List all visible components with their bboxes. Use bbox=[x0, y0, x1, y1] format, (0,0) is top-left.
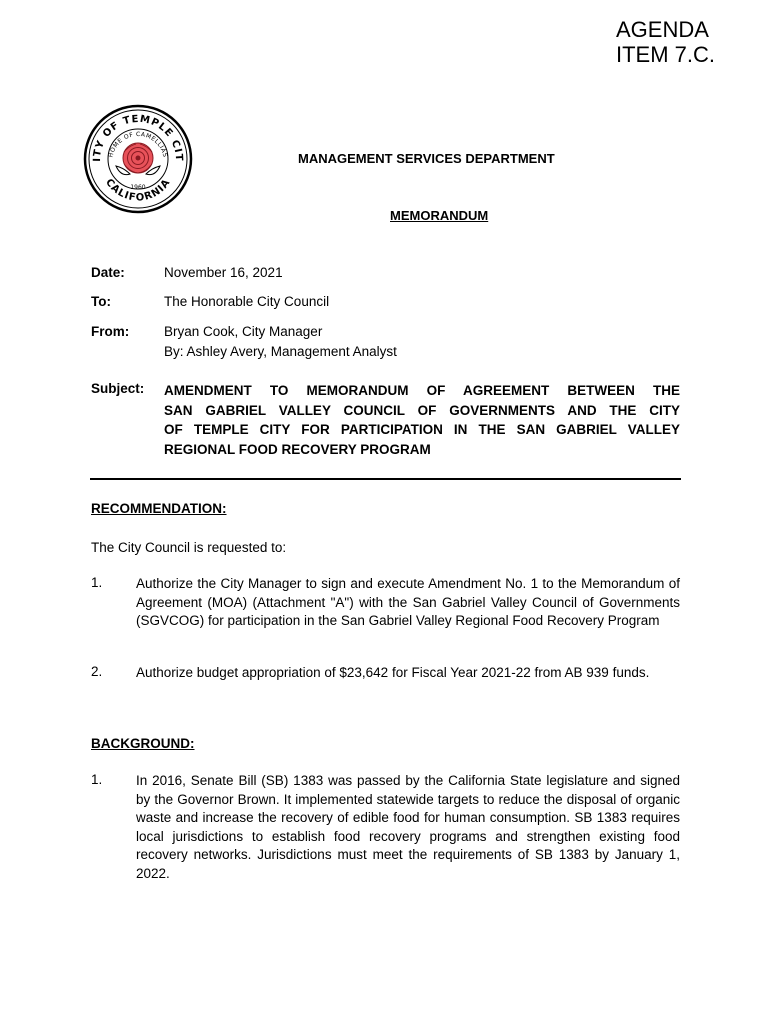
date-label: Date: bbox=[91, 265, 125, 280]
memorandum-heading: MEMORANDUM bbox=[390, 208, 489, 223]
subject-label: Subject: bbox=[91, 381, 145, 396]
to-value: The Honorable City Council bbox=[164, 294, 330, 309]
subject-line: OF TEMPLE CITY FOR PARTICIPATION IN THE SAN GABRIEL VALLEY bbox=[164, 422, 680, 437]
agenda-line-1: AGENDA bbox=[616, 17, 709, 42]
recommendation-item-1-number: 1. bbox=[91, 575, 103, 590]
subject-text bbox=[164, 381, 680, 459]
seal-inner-text: HOME OF CAMELLIAS bbox=[107, 130, 169, 159]
from-label: From: bbox=[91, 324, 130, 339]
recommendation-item-2-text: Authorize budget appropriation of $23,642 for Fiscal Year 2021-22 from AB 939 funds. bbox=[136, 665, 650, 680]
department-heading: MANAGEMENT SERVICES DEPARTMENT bbox=[298, 151, 555, 166]
city-seal bbox=[80, 100, 196, 218]
recommendation-heading: RECOMMENDATION: bbox=[91, 501, 227, 516]
subject-line: AMENDMENT TO MEMORANDUM OF AGREEMENT BETWEEN THE bbox=[164, 383, 680, 398]
divider-rule bbox=[90, 478, 681, 480]
recommendation-intro: The City Council is requested to: bbox=[91, 540, 287, 555]
recommendation-item-1-text: Authorize the City Manager to sign and execute Amendment No. 1 to the Memorandum of Agreement (MOA) (Attachment "A") with the San Gabriel Valley Council of Governments (SGVCOG) for participation in the San Gabriel Valley Regional Food Recovery Program bbox=[136, 576, 680, 628]
camellia-flower-icon bbox=[116, 143, 160, 175]
seal-year: 1960 bbox=[130, 184, 146, 191]
to-label: To: bbox=[91, 294, 111, 309]
seal-bottom-text: CALIFORNIA bbox=[103, 177, 173, 204]
from-line-1: Bryan Cook, City Manager bbox=[164, 324, 323, 339]
subject-line: SAN GABRIEL VALLEY COUNCIL OF GOVERNMENTS AND THE CITY bbox=[164, 402, 680, 418]
seal-top-text: ITY OF TEMPLE CIT bbox=[91, 113, 185, 163]
background-item-1-text: In 2016, Senate Bill (SB) 1383 was passed by the California State legislature and signed by the Governor Brown. It implemented statewide targets to reduce the disposal of organic waste and increase the recovery of edible food for human consumption. SB 1383 requires local jurisdictions to establish food recovery programs and strengthen existing food recovery networks. Jurisdictions must meet the requirements of SB 1383 by January 1, 2022. bbox=[136, 773, 680, 881]
from-line-2: By: Ashley Avery, Management Analyst bbox=[164, 344, 397, 359]
agenda-item-label bbox=[616, 17, 715, 67]
background-item-1-number: 1. bbox=[91, 772, 103, 787]
date-value: November 16, 2021 bbox=[164, 265, 283, 280]
background-heading: BACKGROUND: bbox=[91, 736, 195, 751]
city-seal-graphic bbox=[80, 100, 196, 218]
subject-line: REGIONAL FOOD RECOVERY PROGRAM bbox=[164, 441, 431, 457]
recommendation-item-2-number: 2. bbox=[91, 664, 103, 679]
agenda-line-2: ITEM 7.C. bbox=[616, 42, 716, 67]
